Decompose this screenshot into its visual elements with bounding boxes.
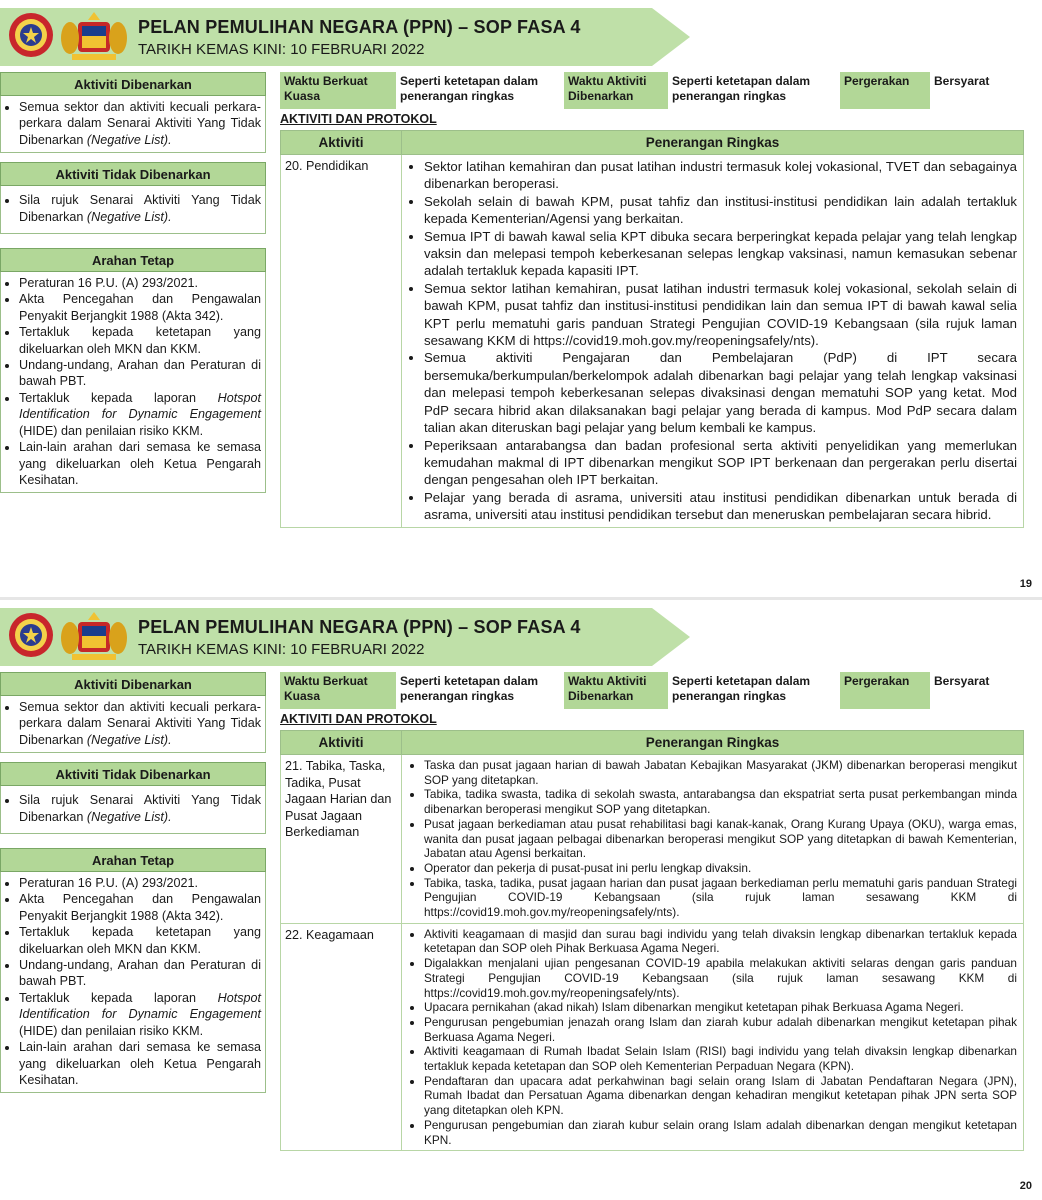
- list-item: • Pusat jagaan berkediaman atau pusat rehabilitasi bagi kanak-kanak, Orang Kurang Upaya (OKU), warga emas, wanita dan pusat jagaan pelbagai dibenarkan beroperasi mengikut SOP yang ditetapkan di bawah Kementerian, Jabatan atau Agensi berkaitan.: [424, 817, 1017, 861]
- list-item: • Operator dan pekerja di pusat-pusat ini perlu lengkap divaksin.: [424, 861, 1017, 876]
- list-item: [19, 390, 261, 439]
- list-item: • Pendaftaran dan upacara adat perkahwinan bagi selain orang Islam di Jabatan Pendaftaran Negara (JPN), Rumah Ibadat dan Persatuan Agama dibenarkan dengan kehadiran mengikut ketetapan pihak JPN serta SOP yang ditetapkan oleh KPN.: [424, 1074, 1017, 1118]
- hide-post: (HIDE) dan penilaian risiko KKM.: [19, 423, 204, 438]
- page-subtitle: TARIKH KEMAS KINI: 10 FEBRUARI 2022: [138, 41, 425, 58]
- list-item: • Digalakkan menjalani ujian pengesanan COVID-19 apabila melakukan aktiviti selaras dengan garis panduan Strategi Pengujian COVID-19 Kebangsaan (sila rujuk laman sesawang KKM di https://covid19.moh.gov.my/reopeningsafely/nts).: [424, 956, 1017, 1000]
- tidak-text: Sila rujuk Senarai Aktiviti Yang Tidak Dibenarkan: [19, 793, 261, 824]
- section-header-arahan-tetap: Arahan Tetap: [0, 248, 266, 272]
- list-item: • Tabika, tadika swasta, tadika di sekolah swasta, antarabangsa dan ekspatriat serta pusat perkembangan minda dibenarkan beroperasi mengikut SOP yang ditetapkan.: [424, 787, 1017, 816]
- activity-cell: 22. Keagamaan: [281, 923, 402, 1151]
- list-item: [19, 192, 261, 225]
- list-item: • Undang-undang, Arahan dan Peraturan di bawah PBT.: [19, 357, 261, 390]
- right-panel: [280, 672, 1036, 1151]
- waktu-berkuat-label: Waktu Berkuat Kuasa: [280, 672, 396, 709]
- left-panel: [0, 72, 266, 493]
- list-item: • Undang-undang, Arahan dan Peraturan di bawah PBT.: [19, 957, 261, 990]
- status-bar: [280, 672, 1036, 709]
- list-item: • Lain-lain arahan dari semasa ke semasa yang dikeluarkan oleh Ketua Pengarah Kesihatan.: [19, 439, 261, 488]
- list-item: • Peperiksaan antarabangsa dan badan profesional serta aktiviti penyelidikan yang memerlukan kemudahan makmal di IPT dibenarkan mengikut SOP IPT berkenaan dan pergerakan perlu disertai dengan pengesahan oleh IPT berkaitan.: [424, 437, 1017, 489]
- malaysia-coat-of-arms-icon: [58, 610, 130, 662]
- malaysia-coat-of-arms-icon: [58, 10, 130, 62]
- table-row: [281, 755, 1024, 924]
- list-item: • Peraturan 16 P.U. (A) 293/2021.: [19, 875, 261, 891]
- column-header-aktiviti: Aktiviti: [281, 131, 402, 155]
- pergerakan-label: Pergerakan: [840, 672, 930, 709]
- section-header-arahan-tetap: Arahan Tetap: [0, 848, 266, 872]
- hide-pre: Tertakluk kepada laporan: [19, 990, 196, 1005]
- list-item: • Pelajar yang berada di asrama, universiti atau institusi pendidikan dibenarkan untuk berada di asrama, universiti atau institusi pendidikan tersebut dan meneruskan pembelajaran secara hibrid.: [424, 489, 1017, 524]
- hide-pre: Tertakluk kepada laporan: [19, 390, 196, 405]
- section-header-aktiviti-dibenarkan: Aktiviti Dibenarkan: [0, 72, 266, 96]
- activity-table: [280, 730, 1024, 1151]
- list-item: • Semua sektor latihan kemahiran, pusat latihan industri termasuk kolej vokasional, sekolah selain di bawah KPM, pusat tahfiz dan institusi-institusi pendidikan lain dan semua IPT di bawah kawal selia KPT perlu mematuhi garis panduan Strategi Pengujian COVID-19 Kebangsaan (sila rujuk laman sesawang KKM di https://covid19.moh.gov.my/reopeningsafely/nts).: [424, 280, 1017, 350]
- section-body-arahan-tetap: [0, 272, 266, 493]
- list-item: • Pengurusan pengebumian dan ziarah kubur selain orang Islam adalah dibenarkan dengan mengikut ketetapan KPN.: [424, 1118, 1017, 1147]
- dibenarkan-italic: (Negative List).: [86, 732, 172, 747]
- pergerakan-label: Pergerakan: [840, 72, 930, 109]
- section-header-aktiviti-tidak-dibenarkan: Aktiviti Tidak Dibenarkan: [0, 162, 266, 186]
- list-item: • Tabika, taska, tadika, pusat jagaan harian dan pusat jagaan berkediaman perlu mematuhi garis panduan Strategi Pengujian COVID-19 Kebangsaan (sila rujuk laman sesawang KKM di https://covid19.moh.gov.my/reopeningsafely/nts).: [424, 876, 1017, 920]
- tidak-italic: (Negative List).: [86, 809, 172, 824]
- section-header-aktiviti-tidak-dibenarkan: Aktiviti Tidak Dibenarkan: [0, 762, 266, 786]
- aktiviti-protokol-heading: AKTIVITI DAN PROTOKOL: [280, 112, 437, 126]
- section-header-aktiviti-dibenarkan: Aktiviti Dibenarkan: [0, 672, 266, 696]
- column-header-aktiviti: Aktiviti: [281, 731, 402, 755]
- column-header-penerangan: Penerangan Ringkas: [402, 731, 1024, 755]
- list-item: • Semua IPT di bawah kawal selia KPT dibuka secara berperingkat kepada pelajar yang telah lengkap vaksin dan melepasi tempoh keberkesanan selepas lengkap vaksinasi, namun kemasukan sebenar adalah tertakluk kepada kapasiti IPT.: [424, 228, 1017, 280]
- table-row: [281, 923, 1024, 1151]
- list-item: [19, 99, 261, 148]
- document-page-20: [0, 600, 1042, 1200]
- pergerakan-value: Bersyarat: [930, 72, 1036, 109]
- pergerakan-value: Bersyarat: [930, 672, 1036, 709]
- waktu-berkuat-value: Seperti ketetapan dalam penerangan ringkas: [396, 672, 564, 709]
- waktu-aktiviti-label: Waktu Aktiviti Dibenarkan: [564, 672, 668, 709]
- list-item: [19, 990, 261, 1039]
- description-cell: [402, 923, 1024, 1151]
- list-item: • Lain-lain arahan dari semasa ke semasa yang dikeluarkan oleh Ketua Pengarah Kesihatan.: [19, 1039, 261, 1088]
- document-page-19: [0, 0, 1042, 598]
- activity-cell: 21. Tabika, Taska, Tadika, Pusat Jagaan Harian dan Pusat Jagaan Berkediaman: [281, 755, 402, 924]
- nsc-logo-icon: [8, 612, 54, 658]
- dibenarkan-text: Semua sektor dan aktiviti kecuali perkara-perkara dalam Senarai Aktiviti Yang Tidak Dibenarkan: [19, 100, 261, 147]
- activity-table: [280, 130, 1024, 528]
- waktu-berkuat-label: Waktu Berkuat Kuasa: [280, 72, 396, 109]
- section-body-arahan-tetap: [0, 872, 266, 1093]
- list-item: • Semua aktiviti Pengajaran dan Pembelajaran (PdP) di IPT secara bersemuka/berkumpulan/berkelompok adalah dibenarkan bagi pelajar yang telah lengkap vaksinasi dan melepasi tempoh keberkesanan selepas divaksinasi dengan mematuhi SOP yang ketat. Mod PdP secara hibrid akan dilaksanakan bagi pelajar yang berada di kampus. Mod PdP secara dalam talian akan diteruskan bagi pelajar yang belum kembali ke kampus.: [424, 349, 1017, 436]
- list-item: • Peraturan 16 P.U. (A) 293/2021.: [19, 275, 261, 291]
- right-panel: [280, 72, 1036, 528]
- section-body-aktiviti-dibenarkan: [0, 96, 266, 153]
- waktu-aktiviti-value: Seperti ketetapan dalam penerangan ringkas: [668, 672, 840, 709]
- status-bar: [280, 72, 1036, 109]
- list-item: • Aktiviti keagamaan di masjid dan surau bagi individu yang telah divaksin lengkap dibenarkan tertakluk kepada ketetapan dan SOP oleh Pihak Berkuasa Agama Negeri.: [424, 927, 1017, 956]
- column-header-penerangan: Penerangan Ringkas: [402, 131, 1024, 155]
- table-header-row: [281, 131, 1024, 155]
- waktu-aktiviti-value: Seperti ketetapan dalam penerangan ringkas: [668, 72, 840, 109]
- list-item: [19, 699, 261, 748]
- description-cell: [402, 155, 1024, 528]
- section-body-aktiviti-tidak-dibenarkan: [0, 186, 266, 234]
- list-item: • Taska dan pusat jagaan harian di bawah Jabatan Kebajikan Masyarakat (JKM) dibenarkan beroperasi mengikut SOP yang ditetapkan.: [424, 758, 1017, 787]
- table-header-row: [281, 731, 1024, 755]
- section-body-aktiviti-tidak-dibenarkan: [0, 786, 266, 834]
- waktu-berkuat-value: Seperti ketetapan dalam penerangan ringkas: [396, 72, 564, 109]
- page-subtitle: TARIKH KEMAS KINI: 10 FEBRUARI 2022: [138, 641, 425, 658]
- list-item: • Sekolah selain di bawah KPM, pusat tahfiz dan institusi-institusi pendidikan lain adalah tertakluk kepada Kementerian/Agensi yang berkaitan.: [424, 193, 1017, 228]
- list-item: • Akta Pencegahan dan Pengawalan Penyakit Berjangkit 1988 (Akta 342).: [19, 291, 261, 324]
- list-item: • Sektor latihan kemahiran dan pusat latihan industri termasuk kolej vokasional, TVET dan sebagainya dibenarkan beroperasi.: [424, 158, 1017, 193]
- nsc-logo-icon: [8, 12, 54, 58]
- page-number: 19: [1019, 578, 1032, 590]
- tidak-text: Sila rujuk Senarai Aktiviti Yang Tidak Dibenarkan: [19, 193, 261, 224]
- page-title: PELAN PEMULIHAN NEGARA (PPN) – SOP FASA 4: [138, 617, 581, 637]
- list-item: • Pengurusan pengebumian jenazah orang Islam dan ziarah kubur adalah dibenarkan mengikut ketetapan pihak Berkuasa Agama Negeri.: [424, 1015, 1017, 1044]
- hide-post: (HIDE) dan penilaian risiko KKM.: [19, 1023, 204, 1038]
- list-item: [19, 792, 261, 825]
- list-item: • Upacara pernikahan (akad nikah) Islam dibenarkan mengikut ketetapan pihak Berkuasa Agama Negeri.: [424, 1000, 1017, 1015]
- page-number: 20: [1019, 1180, 1032, 1192]
- list-item: • Tertakluk kepada ketetapan yang dikeluarkan oleh MKN dan KKM.: [19, 324, 261, 357]
- list-item: • Tertakluk kepada ketetapan yang dikeluarkan oleh MKN dan KKM.: [19, 924, 261, 957]
- list-item: • Akta Pencegahan dan Pengawalan Penyakit Berjangkit 1988 (Akta 342).: [19, 891, 261, 924]
- activity-cell: 20. Pendidikan: [281, 155, 402, 528]
- list-item: • Aktiviti keagamaan di Rumah Ibadat Selain Islam (RISI) bagi individu yang telah divaksin lengkap dibenarkan tertakluk kepada ketetapan dan SOP oleh Kementerian Perpaduan Negara (KPN).: [424, 1044, 1017, 1073]
- page-title: PELAN PEMULIHAN NEGARA (PPN) – SOP FASA 4: [138, 17, 581, 37]
- left-panel: [0, 672, 266, 1093]
- dibenarkan-italic: (Negative List).: [86, 132, 172, 147]
- section-body-aktiviti-dibenarkan: [0, 696, 266, 753]
- table-row: [281, 155, 1024, 528]
- waktu-aktiviti-label: Waktu Aktiviti Dibenarkan: [564, 72, 668, 109]
- tidak-italic: (Negative List).: [86, 209, 172, 224]
- hide-italic: Hotspot Identification for Dynamic Engagement: [19, 990, 261, 1022]
- description-cell: [402, 755, 1024, 924]
- hide-italic: Hotspot Identification for Dynamic Engagement: [19, 390, 261, 422]
- dibenarkan-text: Semua sektor dan aktiviti kecuali perkara-perkara dalam Senarai Aktiviti Yang Tidak Dibenarkan: [19, 700, 261, 747]
- aktiviti-protokol-heading: AKTIVITI DAN PROTOKOL: [280, 712, 437, 726]
